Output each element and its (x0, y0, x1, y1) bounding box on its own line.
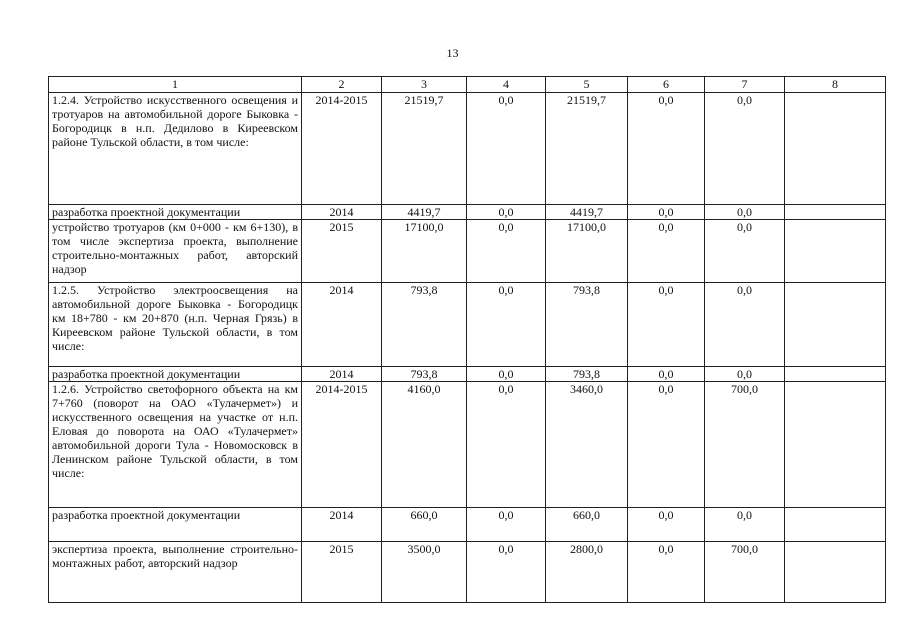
header-col-8: 8 (785, 77, 886, 93)
table-row (49, 283, 886, 367)
table-row (49, 220, 886, 283)
row-col-8 (785, 367, 886, 382)
row-col-4: 0,0 (467, 93, 546, 205)
row-col-3: 660,0 (382, 508, 467, 542)
row-period: 2014-2015 (302, 382, 382, 508)
row-col-6: 0,0 (628, 508, 705, 542)
row-period: 2014 (302, 367, 382, 382)
row-period: 2014-2015 (302, 93, 382, 205)
row-col-3: 793,8 (382, 283, 467, 367)
row-col-6: 0,0 (628, 283, 705, 367)
row-period: 2014 (302, 283, 382, 367)
row-col-8 (785, 205, 886, 220)
row-col-6: 0,0 (628, 93, 705, 205)
row-period: 2015 (302, 542, 382, 603)
row-description: разработка проектной документации (49, 205, 302, 220)
header-col-6: 6 (628, 77, 705, 93)
row-col-8 (785, 220, 886, 283)
table-row (49, 542, 886, 603)
row-col-8 (785, 542, 886, 603)
row-description: 1.2.4. Устройство искусственного освещения и тротуаров на автомобильной дороге Быковка - Богородицк в н.п. Дедилово в Киреевском районе Тульской области, в том числе: (49, 93, 302, 205)
row-col-6: 0,0 (628, 205, 705, 220)
row-col-7: 0,0 (705, 508, 785, 542)
row-description: разработка проектной документации (49, 508, 302, 542)
row-period: 2014 (302, 205, 382, 220)
row-period: 2014 (302, 508, 382, 542)
row-col-5: 17100,0 (546, 220, 628, 283)
header-col-3: 3 (382, 77, 467, 93)
row-col-7: 700,0 (705, 542, 785, 603)
row-col-7: 700,0 (705, 382, 785, 508)
row-col-4: 0,0 (467, 220, 546, 283)
row-col-5: 21519,7 (546, 93, 628, 205)
row-col-3: 4160,0 (382, 382, 467, 508)
row-col-7: 0,0 (705, 93, 785, 205)
row-col-3: 3500,0 (382, 542, 467, 603)
row-col-4: 0,0 (467, 508, 546, 542)
row-description: экспертиза проекта, выполнение строительно-монтажных работ, авторский надзор (49, 542, 302, 603)
row-col-7: 0,0 (705, 283, 785, 367)
row-col-4: 0,0 (467, 205, 546, 220)
header-col-2: 2 (302, 77, 382, 93)
row-col-3: 793,8 (382, 367, 467, 382)
row-col-7: 0,0 (705, 367, 785, 382)
row-description: разработка проектной документации (49, 367, 302, 382)
row-col-4: 0,0 (467, 283, 546, 367)
row-col-8 (785, 93, 886, 205)
header-row (49, 77, 886, 93)
row-col-8 (785, 508, 886, 542)
page-number: 13 (446, 46, 459, 60)
row-col-6: 0,0 (628, 220, 705, 283)
row-description: 1.2.6. Устройство светофорного объекта на км 7+760 (поворот на ОАО «Тулачермет») и искусственного освещения на участке от н.п. Еловая до поворота на ОАО «Тулачермет» автомобильной дороги Тула - Новомосковск в Ленинском районе Тульской области, в том числе: (49, 382, 302, 508)
table-row (49, 93, 886, 205)
row-col-5: 793,8 (546, 283, 628, 367)
row-col-3: 4419,7 (382, 205, 467, 220)
budget-table (48, 76, 886, 603)
row-col-6: 0,0 (628, 367, 705, 382)
row-col-6: 0,0 (628, 382, 705, 508)
row-period: 2015 (302, 220, 382, 283)
table-row (49, 382, 886, 508)
table-row (49, 367, 886, 382)
header-col-4: 4 (467, 77, 546, 93)
row-description: 1.2.5. Устройство электроосвещения на автомобильной дороге Быковка - Богородицк км 18+780 - км 20+870 (н.п. Черная Грязь) в Киреевском районе Тульской области, в том числе: (49, 283, 302, 367)
row-col-4: 0,0 (467, 542, 546, 603)
row-col-6: 0,0 (628, 542, 705, 603)
table-row (49, 508, 886, 542)
row-col-5: 793,8 (546, 367, 628, 382)
row-col-3: 21519,7 (382, 93, 467, 205)
row-col-4: 0,0 (467, 382, 546, 508)
row-col-7: 0,0 (705, 205, 785, 220)
row-col-8 (785, 283, 886, 367)
row-col-8 (785, 382, 886, 508)
row-col-3: 17100,0 (382, 220, 467, 283)
header-col-7: 7 (705, 77, 785, 93)
row-col-7: 0,0 (705, 220, 785, 283)
row-col-5: 3460,0 (546, 382, 628, 508)
row-col-4: 0,0 (467, 367, 546, 382)
header-col-1: 1 (49, 77, 302, 93)
row-col-5: 2800,0 (546, 542, 628, 603)
row-col-5: 4419,7 (546, 205, 628, 220)
row-col-5: 660,0 (546, 508, 628, 542)
row-description: устройство тротуаров (км 0+000 - км 6+130), в том числе экспертиза проекта, выполнение строительно-монтажных работ, авторский надзор (49, 220, 302, 283)
header-col-5: 5 (546, 77, 628, 93)
table-row (49, 205, 886, 220)
